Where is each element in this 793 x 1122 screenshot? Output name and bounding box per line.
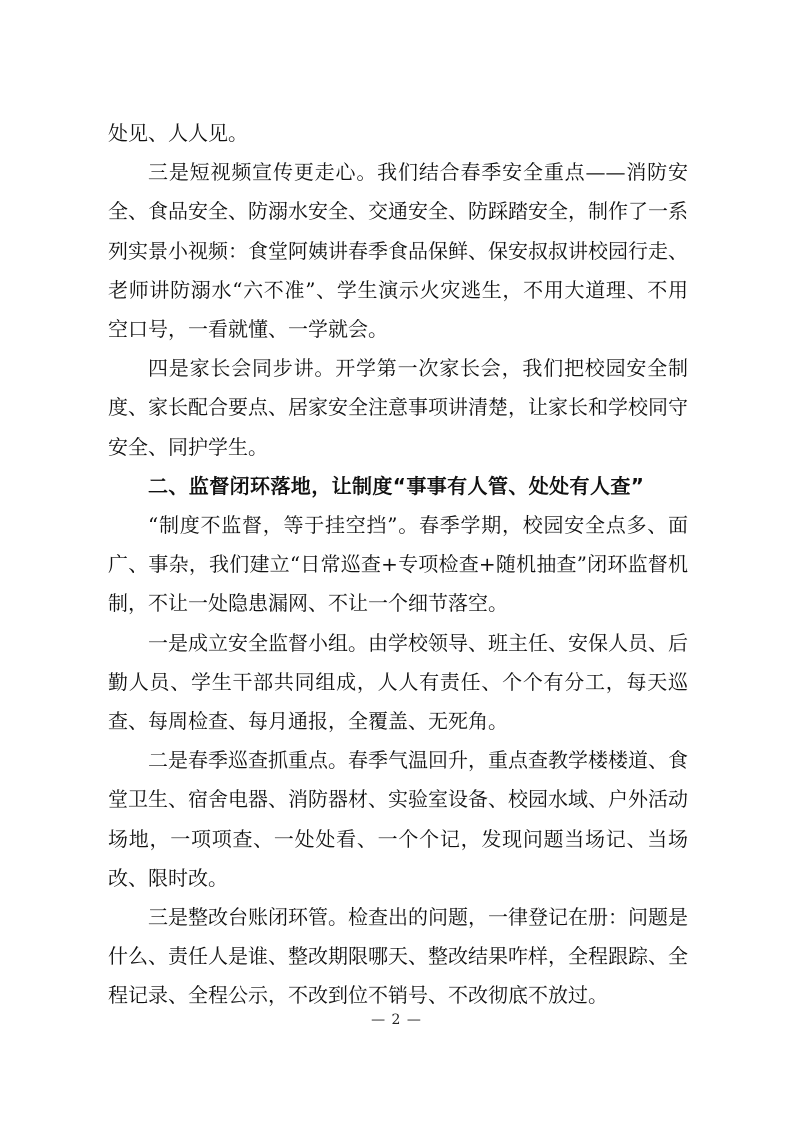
document-body — [108, 114, 688, 1016]
paragraph-short-video: 三是短视频宣传更走心。我们结合春季安全重点——消防安全、食品安全、防溺水安全、交通安全、防踩踏安全，制作了一系列实景小视频：食堂阿姨讲春季食品保鲜、保安叔叔讲校园行走、老师讲防溺水“六不准”、学生演示火灾逃生，不用大道理、不用空口号，一看就懂、一学就会。 — [108, 160, 688, 342]
section-heading-supervision: 二、监督闭环落地，让制度“事事有人管、处处有人查” — [148, 473, 645, 498]
paragraph-parent-meeting: 四是家长会同步讲。开学第一次家长会，我们把校园安全制度、家长配合要点、居家安全注意事项讲清楚，让家长和学校同守安全、同护学生。 — [108, 356, 688, 459]
paragraph-spring-inspection: 二是春季巡查抓重点。春季气温回升，重点查教学楼楼道、食堂卫生、宿舍电器、消防器材、实验室设备、校园水域、户外活动场地，一项项查、一处处看、一个个记，发现问题当场记、当场改、限时改。 — [108, 748, 688, 890]
paragraph-rectification-ledger: 三是整改台账闭环管。检查出的问题，一律登记在册：问题是什么、责任人是谁、整改期限哪天、整改结果咋样，全程跟踪、全程记录、全程公示，不改到位不销号、不改彻底不放过。 — [108, 905, 688, 1008]
page-number: — 2 — — [371, 1012, 422, 1028]
paragraph-supervision-intro: “制度不监督，等于挂空挡”。春季学期，校园安全点多、面广、事杂，我们建立“日常巡查+专项检查+随机抽查”闭环监督机制，不让一处隐患漏网、不让一个细节落空。 — [108, 513, 688, 616]
paragraph-supervision-team: 一是成立安全监督小组。由学校领导、班主任、安保人员、后勤人员、学生干部共同组成，人人有责任、个个有分工，每天巡查、每周检查、每月通报，全覆盖、无死角。 — [108, 630, 688, 734]
paragraph-continuation: 处见、人人见。 — [108, 121, 248, 145]
